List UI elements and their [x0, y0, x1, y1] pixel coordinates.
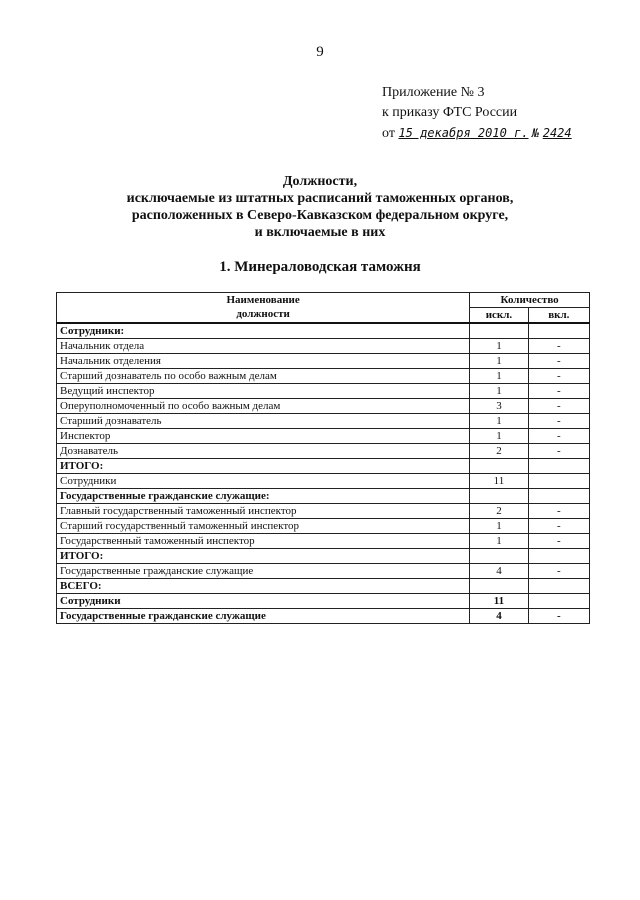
row-excluded: 3 — [470, 399, 528, 414]
table-row — [57, 399, 590, 414]
order-date: 15 декабря 2010 г. — [398, 126, 529, 140]
row-excluded — [470, 323, 528, 339]
row-name: Старший дознаватель — [57, 414, 470, 429]
header-name-line2: должности — [57, 308, 470, 324]
row-name: Государственные гражданские служащие — [57, 609, 470, 624]
appendix-block — [382, 83, 572, 144]
row-included — [528, 594, 589, 609]
row-name: Сотрудники — [57, 474, 470, 489]
table-row — [57, 564, 590, 579]
row-included: - — [528, 564, 589, 579]
section-title: 1. Минераловодская таможня — [219, 259, 421, 275]
row-excluded: 4 — [470, 564, 528, 579]
header-quantity: Количество — [470, 293, 590, 308]
header-excluded: искл. — [470, 308, 528, 324]
row-name: Старший государственный таможенный инспектор — [57, 519, 470, 534]
row-included: - — [528, 339, 589, 354]
row-name: Старший дознаватель по особо важным делам — [57, 369, 470, 384]
appendix-line1: Приложение № 3 — [382, 85, 485, 100]
row-excluded: 1 — [470, 354, 528, 369]
table-group-row — [57, 489, 590, 504]
table-row — [57, 519, 590, 534]
row-excluded: 1 — [470, 519, 528, 534]
row-included: - — [528, 504, 589, 519]
table-row — [57, 339, 590, 354]
row-name: Ведущий инспектор — [57, 384, 470, 399]
positions-table — [56, 292, 590, 624]
header-included: вкл. — [528, 308, 589, 324]
row-excluded: 11 — [470, 474, 528, 489]
row-included — [528, 489, 589, 504]
table-header-row — [57, 293, 590, 308]
row-excluded: 2 — [470, 504, 528, 519]
row-included: - — [528, 519, 589, 534]
row-name: Начальник отдела — [57, 339, 470, 354]
table-row — [57, 369, 590, 384]
row-excluded: 2 — [470, 444, 528, 459]
row-name: Дознаватель — [57, 444, 470, 459]
row-excluded — [470, 489, 528, 504]
row-included — [528, 549, 589, 564]
row-excluded: 1 — [470, 339, 528, 354]
row-name: Начальник отделения — [57, 354, 470, 369]
appendix-date-line — [382, 123, 572, 144]
table-group-row — [57, 459, 590, 474]
table-row — [57, 414, 590, 429]
row-name: Главный государственный таможенный инспектор — [57, 504, 470, 519]
row-name: Государственные гражданские служащие — [57, 564, 470, 579]
row-name: Государственный таможенный инспектор — [57, 534, 470, 549]
table-total-row — [57, 609, 590, 624]
row-excluded: 1 — [470, 384, 528, 399]
appendix-line2: к приказу ФТС России — [382, 105, 518, 120]
table-row — [57, 429, 590, 444]
date-prefix: от — [382, 126, 395, 141]
row-name: Инспектор — [57, 429, 470, 444]
row-name: ВСЕГО: — [57, 579, 470, 594]
row-included: - — [528, 369, 589, 384]
row-name: Оперуполномоченный по особо важным делам — [57, 399, 470, 414]
row-included: - — [528, 534, 589, 549]
table-total-row — [57, 594, 590, 609]
row-excluded: 4 — [470, 609, 528, 624]
table-row — [57, 534, 590, 549]
title-line2: исключаемые из штатных расписаний таможенных органов, — [126, 191, 514, 206]
table-row — [57, 384, 590, 399]
row-name: Сотрудники — [57, 594, 470, 609]
row-excluded: 11 — [470, 594, 528, 609]
table-row — [57, 474, 590, 489]
row-included: - — [528, 414, 589, 429]
row-name: ИТОГО: — [57, 549, 470, 564]
title-line4: и включаемые в них — [254, 225, 386, 240]
row-included — [528, 459, 589, 474]
row-included: - — [528, 354, 589, 369]
row-included: - — [528, 384, 589, 399]
row-included — [528, 579, 589, 594]
table-row — [57, 354, 590, 369]
table-group-row — [57, 579, 590, 594]
row-included: - — [528, 609, 589, 624]
row-included: - — [528, 399, 589, 414]
title-line1: Должности, — [282, 174, 358, 189]
row-name: Сотрудники: — [57, 323, 470, 339]
row-included — [528, 474, 589, 489]
number-prefix: № — [531, 126, 540, 140]
row-name: Государственные гражданские служащие: — [57, 489, 470, 504]
row-excluded: 1 — [470, 369, 528, 384]
row-name: ИТОГО: — [57, 459, 470, 474]
page-number: 9 — [316, 44, 324, 60]
row-excluded — [470, 459, 528, 474]
row-excluded: 1 — [470, 414, 528, 429]
row-included — [528, 323, 589, 339]
row-excluded: 1 — [470, 534, 528, 549]
order-number: 2424 — [542, 126, 572, 140]
table-row — [57, 504, 590, 519]
row-excluded — [470, 579, 528, 594]
table-group-row — [57, 323, 590, 339]
row-excluded: 1 — [470, 429, 528, 444]
row-excluded — [470, 549, 528, 564]
document-title — [0, 173, 640, 241]
row-included: - — [528, 444, 589, 459]
title-line3: расположенных в Северо-Кавказском федеральном округе, — [131, 208, 509, 223]
table-subheader-row — [57, 308, 590, 324]
row-included: - — [528, 429, 589, 444]
header-name-line1: Наименование — [57, 293, 470, 308]
table-group-row — [57, 549, 590, 564]
table-row — [57, 444, 590, 459]
